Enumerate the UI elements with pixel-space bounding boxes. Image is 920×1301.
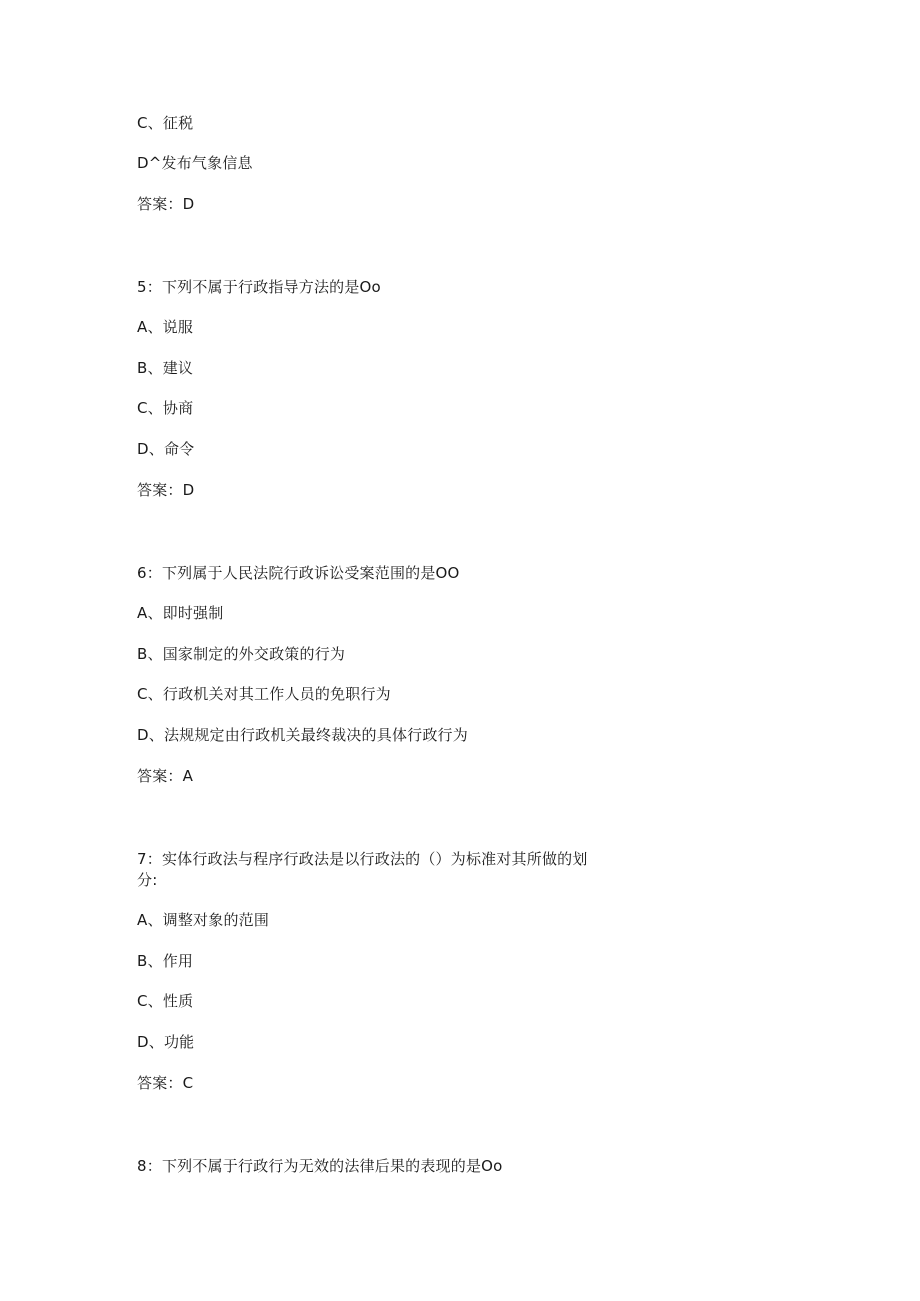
q7-question-line2: 分: — [137, 871, 158, 889]
q6-option-c: C、行政机关对其工作人员的免职行为 — [137, 685, 391, 703]
q5-question: 5：下列不属于行政指导方法的是Oo — [137, 278, 381, 296]
q7-answer: 答案：C — [137, 1074, 194, 1092]
q6-answer: 答案：A — [137, 767, 194, 785]
q7-question-line1: 7：实体行政法与程序行政法是以行政法的（）为标准对其所做的划 — [137, 850, 588, 868]
q6-option-d: D、法规规定由行政机关最终裁决的具体行政行为 — [137, 726, 468, 744]
q6-question: 6：下列属于人民法院行政诉讼受案范围的是OO — [137, 564, 460, 582]
q6-option-b: B、国家制定的外交政策的行为 — [137, 645, 346, 663]
q5-option-b: B、建议 — [137, 359, 194, 377]
top-option-c: C、征税 — [137, 114, 194, 132]
top-answer: 答案：D — [137, 195, 195, 213]
q6-option-a: A、即时强制 — [137, 604, 224, 622]
q7-option-c: C、性质 — [137, 992, 194, 1010]
q5-option-d: D、命令 — [137, 440, 195, 458]
q7-option-a: A、调整对象的范围 — [137, 911, 270, 929]
q7-option-d: D、功能 — [137, 1033, 195, 1051]
q5-answer: 答案：D — [137, 481, 195, 499]
q5-option-c: C、协商 — [137, 399, 194, 417]
q8-question: 8：下列不属于行政行为无效的法律后果的表现的是Oo — [137, 1157, 503, 1175]
q5-option-a: A、说服 — [137, 318, 194, 336]
q7-option-b: B、作用 — [137, 952, 194, 970]
top-option-d: D^发布气象信息 — [137, 154, 253, 172]
